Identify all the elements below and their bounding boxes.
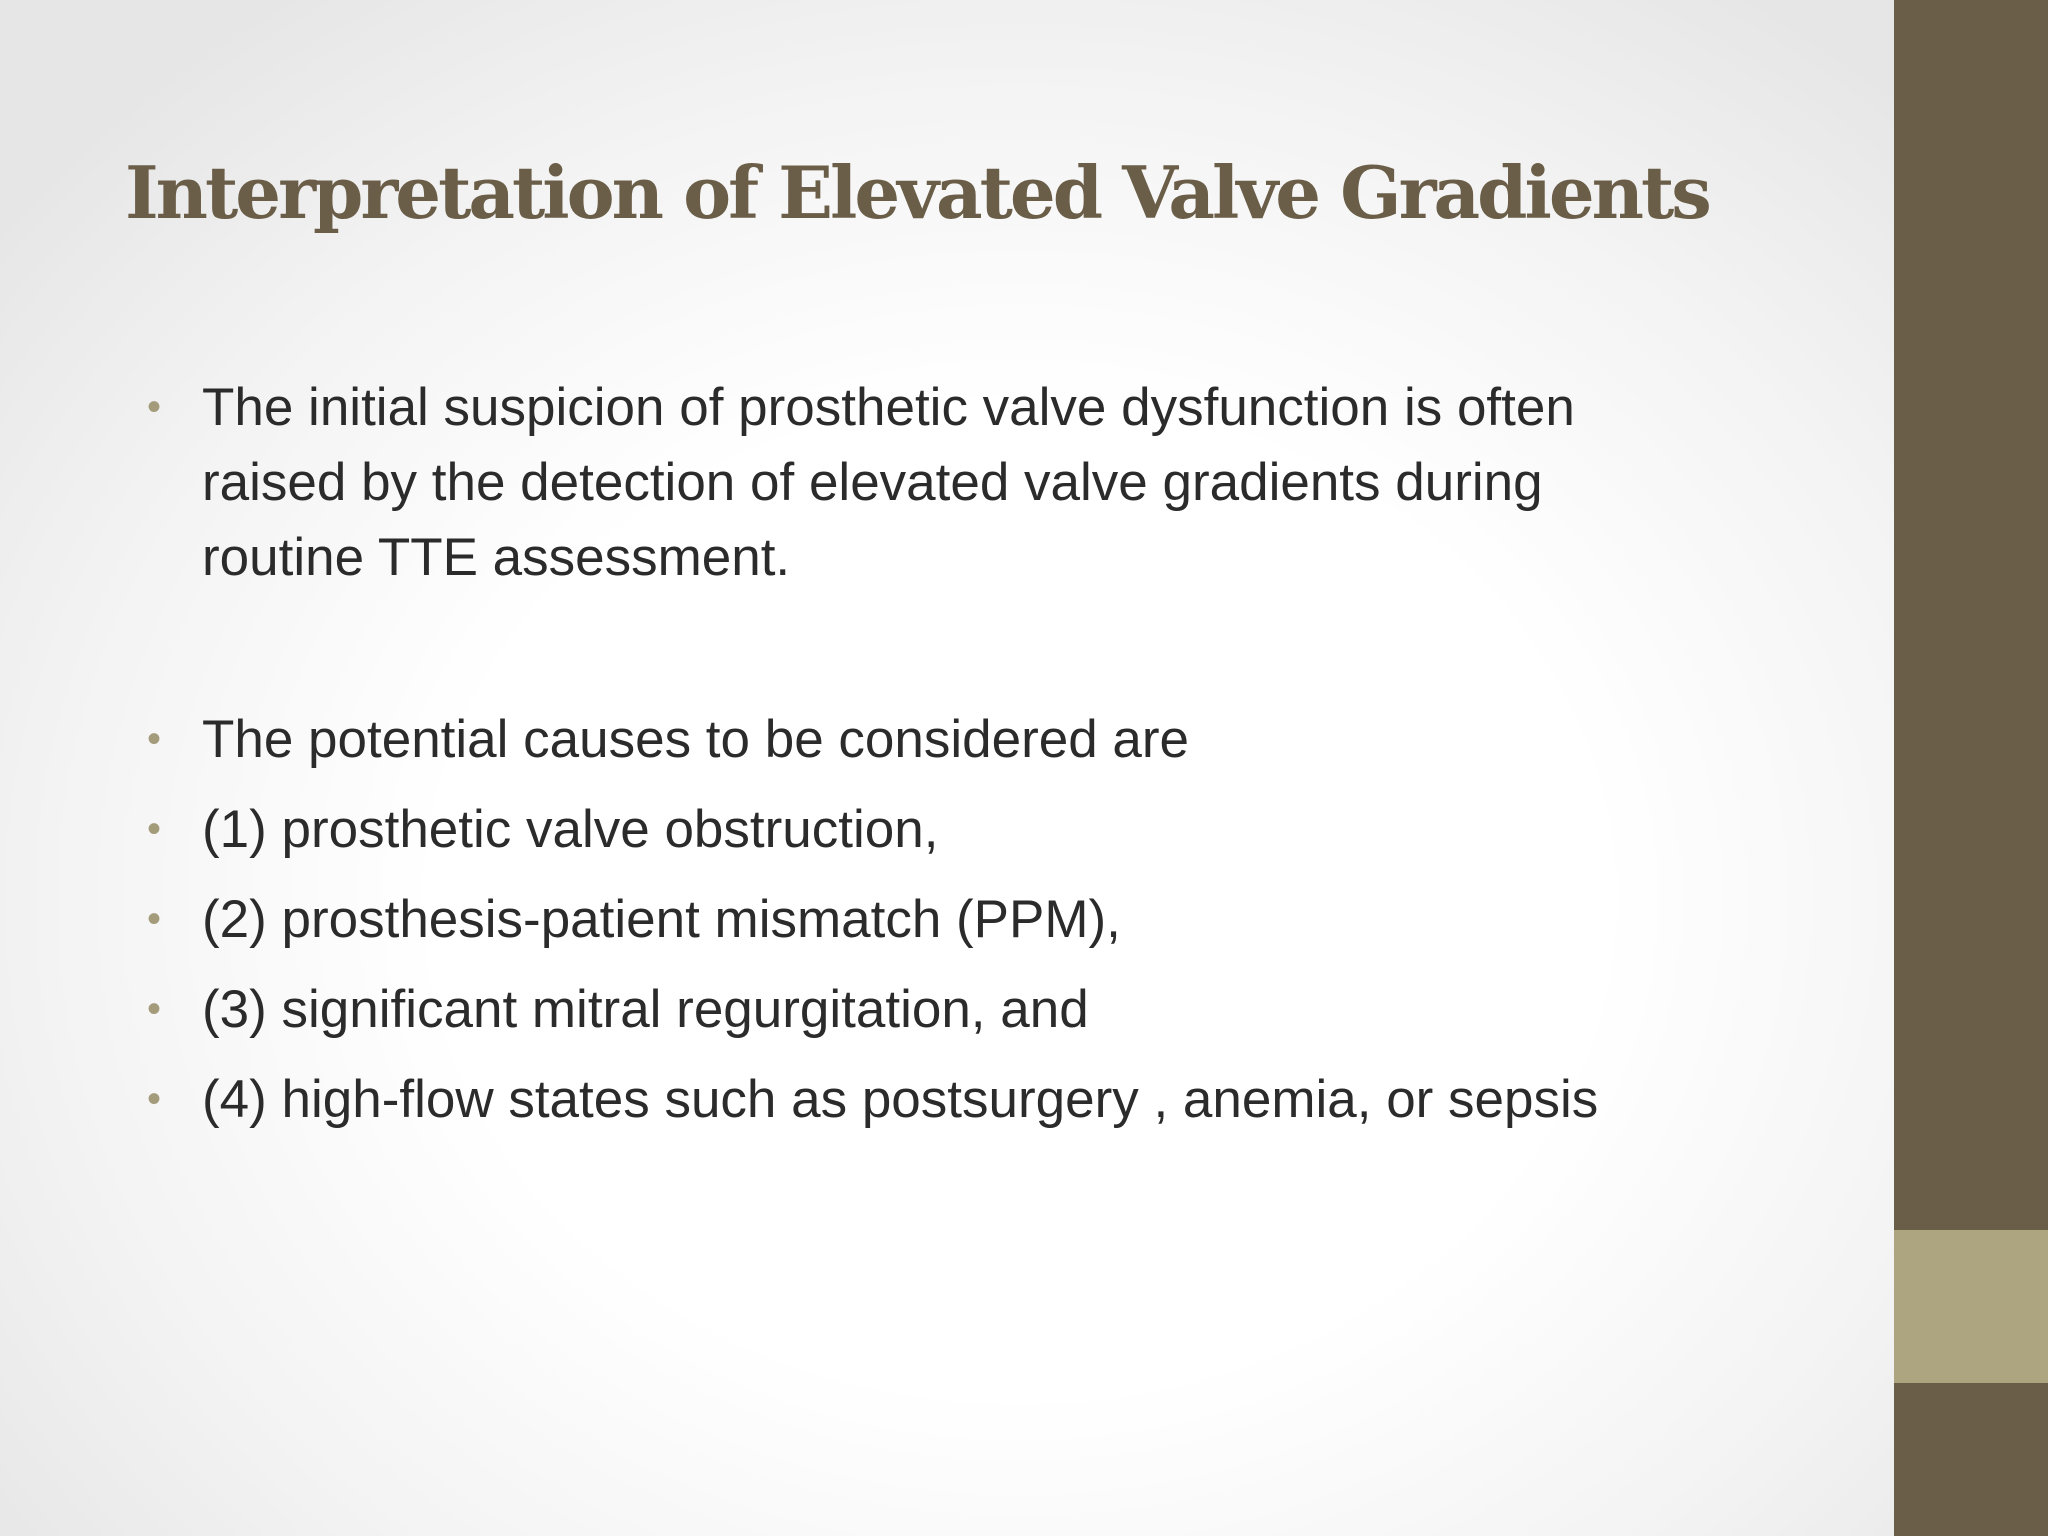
bullet-icon: • (147, 897, 162, 941)
bullet-text-cause-4: (4) high-flow states such as postsurgery , anemia, or sepsis (202, 1070, 1599, 1129)
bullet-icon: • (147, 987, 162, 1031)
bullet-text-cause-3: (3) significant mitral regurgitation, and (202, 980, 1089, 1039)
bullet-item (145, 882, 1705, 957)
side-bar-accent (1894, 1230, 2048, 1383)
bullet-item (145, 792, 1705, 867)
bullet-item (145, 370, 1705, 595)
bullet-item (145, 702, 1705, 777)
bullet-icon: • (147, 717, 162, 761)
bullet-icon: • (147, 385, 162, 429)
bullet-icon: • (147, 1077, 162, 1121)
bullet-text-initial-suspicion: The initial suspicion of prosthetic valve dysfunction is often raised by the detection of elevated valve gradients during routine TTE assessment. (202, 378, 1575, 587)
bullet-icon: • (147, 807, 162, 851)
bullet-text-potential-causes: The potential causes to be considered are (202, 710, 1190, 769)
bullet-item (145, 1062, 1705, 1137)
slide-title: Interpretation of Elevated Valve Gradients (125, 150, 1709, 235)
bullet-item (145, 972, 1705, 1047)
bullet-text-cause-2: (2) prosthesis-patient mismatch (PPM), (202, 890, 1121, 949)
bullet-text-cause-1: (1) prosthetic valve obstruction, (202, 800, 939, 859)
